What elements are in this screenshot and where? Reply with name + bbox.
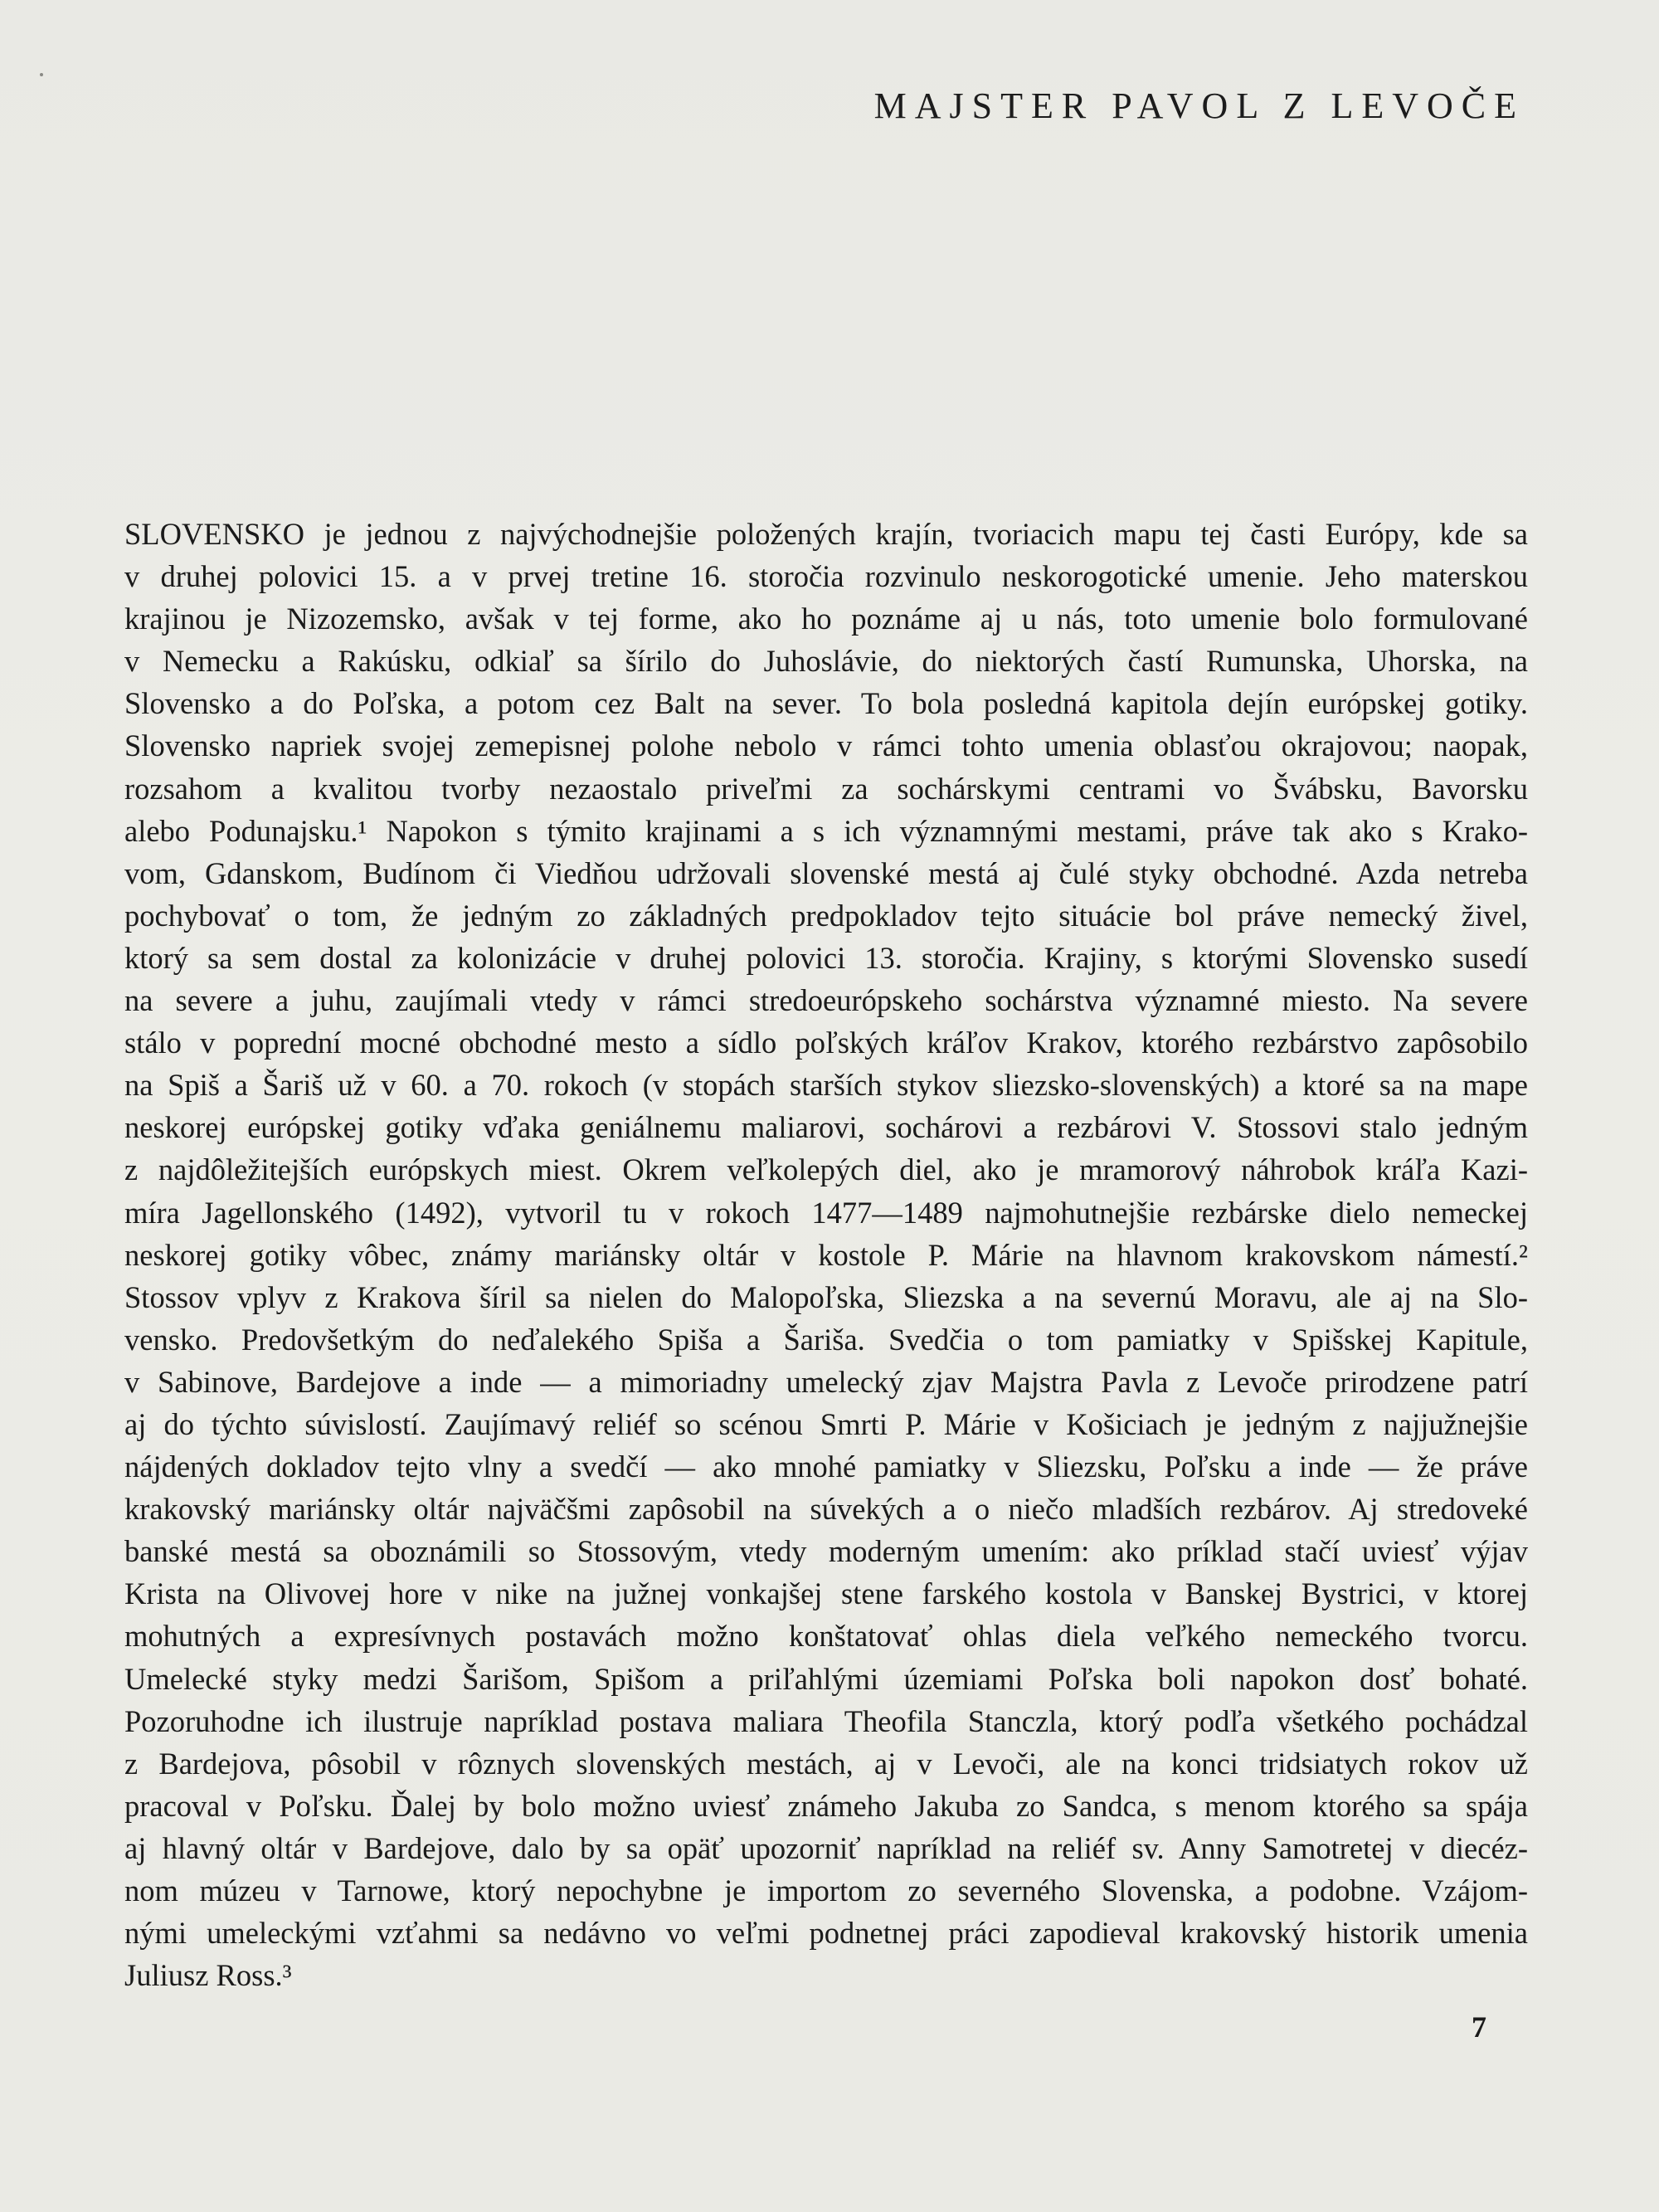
text-line: nými umeleckými vzťahmi sa nedávno vo veľmi podnetnej práci zapodieval krakovský historik umenia xyxy=(124,1916,1528,1951)
text-line: ktorý sa sem dostal za kolonizácie v druhej polovici 13. storočia. Krajiny, s ktorými Slovensko susedí xyxy=(124,940,1528,975)
text-line: nom múzeu v Tarnowe, ktorý nepochybne je importom zo severného Slovenska, a podobne. Vzájom- xyxy=(124,1873,1528,1907)
body-text xyxy=(124,513,1528,1996)
text-line: aj hlavný oltár v Bardejove, dalo by sa opäť upozorniť napríklad na reliéf sv. Anny Samotretej v diecéz- xyxy=(124,1830,1528,1865)
text-line: pochybovať o tom, že jedným zo základných predpokladov tejto situácie bol práve nemecký živel, xyxy=(124,898,1528,933)
text-line: neskorej európskej gotiky vďaka geniálnemu maliarovi, sochárovi a rezbárovi V. Stossovi stalo jedným xyxy=(124,1110,1528,1145)
text-line: Pozoruhodne ich ilustruje napríklad postava maliara Theofila Stanczla, ktorý podľa všetkého pochádzal xyxy=(124,1703,1528,1738)
page-number: 7 xyxy=(1472,2010,1486,2044)
text-line: stálo v poprední mocné obchodné mesto a sídlo poľských kráľov Krakov, ktorého rezbárstvo zapôsobilo xyxy=(124,1026,1528,1060)
text-line: alebo Podunajsku.¹ Napokon s týmito krajinami a s ich významnými mestami, práve tak ako s Krako- xyxy=(124,813,1528,848)
text-line: Krista na Olivovej hore v nike na južnej vonkajšej stene farského kostola v Banskej Bystrici, v ktorej xyxy=(124,1576,1528,1611)
text-line: aj do týchto súvislostí. Zaujímavý reliéf so scénou Smrti P. Márie v Košiciach je jedným z najjužnejšie xyxy=(124,1406,1528,1441)
text-line: Umelecké styky medzi Šarišom, Spišom a priľahlými územiami Poľska boli napokon dosť bohaté. xyxy=(124,1661,1528,1696)
text-line: vensko. Predovšetkým do neďalekého Spiša a Šariša. Svedčia o tom pamiatky v Spišskej Kapitule, xyxy=(124,1322,1528,1357)
paper-speck xyxy=(40,73,43,76)
text-line: míra Jagellonského (1492), vytvoril tu v rokoch 1477—1489 najmohutnejšie rezbárske dielo nemeckej xyxy=(124,1195,1528,1230)
text-line: Juliusz Ross.³ xyxy=(124,1958,292,1993)
text-line: banské mestá sa oboznámili so Stossovým, vtedy moderným umením: ako príklad stačí uviesť výjav xyxy=(124,1534,1528,1569)
text-line: z najdôležitejších európskych miest. Okrem veľkolepých diel, ako je mramorový náhrobok kráľa Kazi- xyxy=(124,1152,1528,1187)
text-line: v Sabinove, Bardejove a inde — a mimoriadny umelecký zjav Majstra Pavla z Levoče prirodzene patrí xyxy=(124,1364,1528,1399)
text-line: krakovský mariánsky oltár najväčšmi zapôsobil na súvekých a o niečo mladších rezbárov. Aj stredoveké xyxy=(124,1492,1528,1527)
text-line: nájdených dokladov tejto vlny a svedčí — ako mnohé pamiatky v Sliezsku, Poľsku a inde — že práve xyxy=(124,1449,1528,1484)
text-line: Slovensko napriek svojej zemepisnej polohe nebolo v rámci tohto umenia oblasťou okrajovou; naopak, xyxy=(124,728,1528,763)
running-head: MAJSTER PAVOL Z LEVOČE xyxy=(873,85,1525,126)
text-line: v Nemecku a Rakúsku, odkiaľ sa šírilo do Juhoslávie, do niektorých častí Rumunska, Uhorska, na xyxy=(124,644,1528,679)
text-line: krajinou je Nizozemsko, avšak v tej forme, ako ho poznáme aj u nás, toto umenie bolo formulované xyxy=(124,602,1528,636)
text-line: mohutných a expresívnych postavách možno konštatovať ohlas diela veľkého nemeckého tvorcu. xyxy=(124,1619,1528,1654)
text-line: na severe a juhu, zaujímali vtedy v rámci stredoeurópskeho sochárstva významné miesto. Na severe xyxy=(124,983,1528,1018)
text-line: neskorej gotiky vôbec, známy mariánsky oltár v kostole P. Márie na hlavnom krakovskom námestí.² xyxy=(124,1237,1528,1272)
text-line: z Bardejova, pôsobil v rôznych slovenských mestách, aj v Levoči, ale na konci tridsiatych rokov už xyxy=(124,1746,1528,1781)
text-line: Stossov vplyv z Krakova šíril sa nielen do Malopoľska, Sliezska a na severnú Moravu, ale aj na Slo- xyxy=(124,1279,1528,1314)
text-line: Slovensko a do Poľska, a potom cez Balt na sever. To bola posledná kapitola dejín európskej gotiky. xyxy=(124,686,1528,721)
text-line: vom, Gdanskom, Budínom či Viedňou udržovali slovenské mestá aj čulé styky obchodné. Azda netreba xyxy=(124,855,1528,890)
text-line: SLOVENSKO je jednou z najvýchodnejšie položených krajín, tvoriacich mapu tej časti Európy, kde sa xyxy=(124,517,1528,551)
text-line: v druhej polovici 15. a v prvej tretine 16. storočia rozvinulo neskorogotické umenie. Jeho materskou xyxy=(124,559,1528,594)
text-line: na Spiš a Šariš už v 60. a 70. rokoch (v stopách starších stykov sliezsko-slovenských) a ktoré sa na mape xyxy=(124,1068,1528,1103)
text-line: pracoval v Poľsku. Ďalej by bolo možno uviesť známeho Jakuba zo Sandca, s menom ktorého sa spája xyxy=(124,1788,1528,1823)
text-line: rozsahom a kvalitou tvorby nezaostalo priveľmi za sochárskymi centrami vo Švábsku, Bavorsku xyxy=(124,771,1528,806)
